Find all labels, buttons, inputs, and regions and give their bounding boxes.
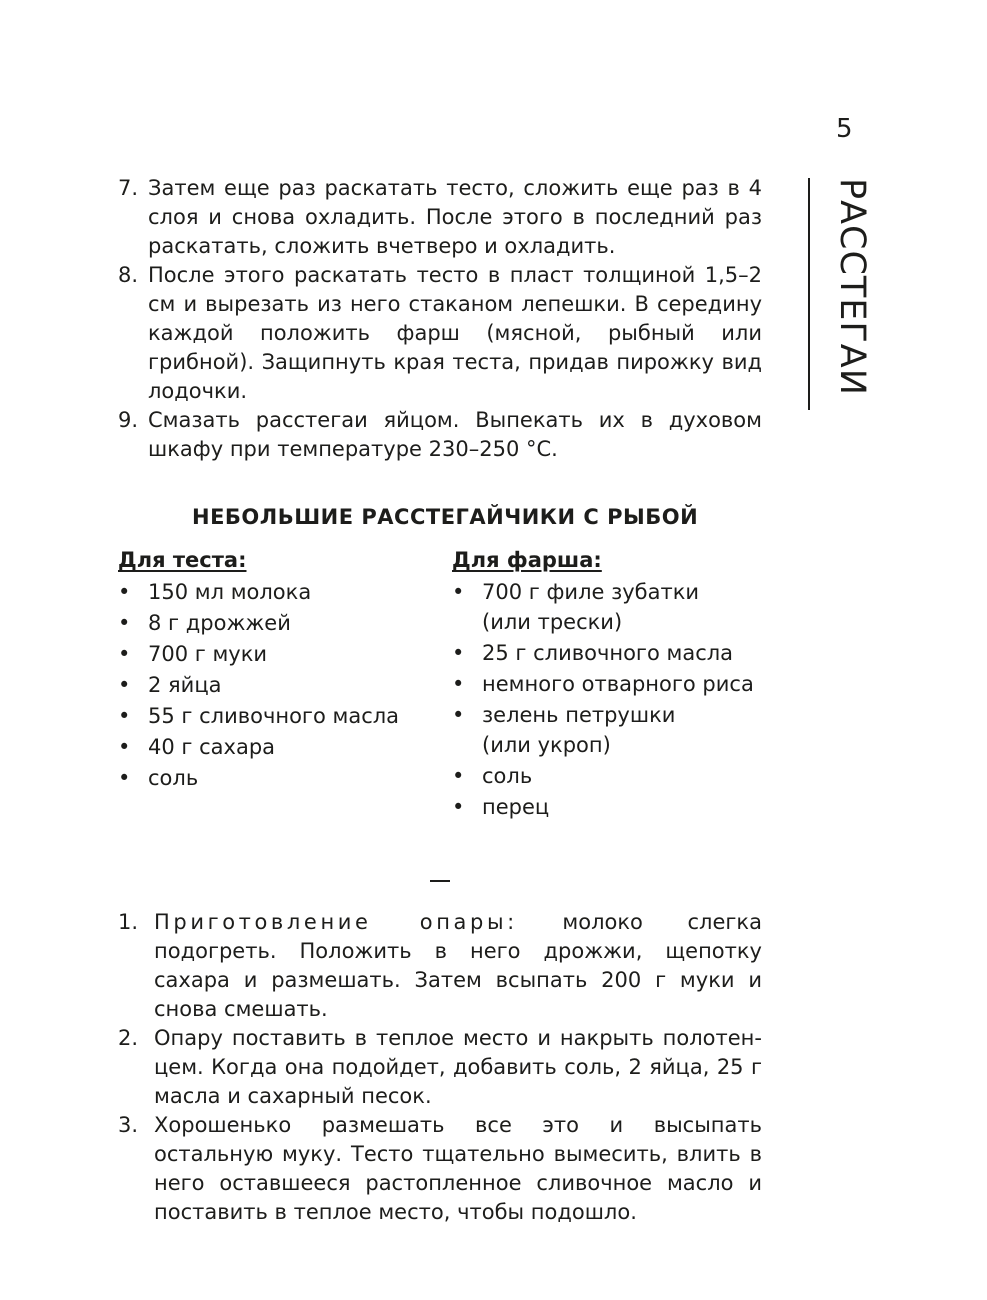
- ingredient-item: [452, 792, 762, 822]
- filling-ingredients: [452, 546, 762, 823]
- dough-list: [118, 577, 452, 793]
- ingredient-text: 700 г филе зубатки (или трески): [482, 580, 700, 634]
- ingredient-text: 55 г сливочного масла: [148, 704, 400, 728]
- ingredient-text: 40 г сахара: [148, 735, 276, 759]
- bullet-icon: •: [118, 735, 131, 759]
- recipe-title: НЕБОЛЬШИЕ РАССТЕГАЙЧИКИ С РЫБОЙ: [192, 505, 699, 529]
- step-number: 7.: [118, 176, 139, 200]
- page-content: [118, 174, 762, 1227]
- step-number: 8.: [118, 263, 139, 287]
- dough-heading: Для теста:: [118, 548, 247, 572]
- steps-list: [118, 908, 762, 1227]
- step-item: [118, 261, 762, 406]
- step-lead: Приготовление опары:: [154, 910, 518, 934]
- ingredient-item: [118, 763, 452, 793]
- ingredient-text: перец: [482, 795, 550, 819]
- page-number: 5: [836, 114, 853, 144]
- bullet-icon: •: [452, 641, 465, 665]
- step-number: 9.: [118, 408, 139, 432]
- bullet-icon: •: [118, 611, 131, 635]
- ingredient-text: зелень петрушки (или укроп): [482, 703, 676, 757]
- bullet-icon: •: [452, 795, 465, 819]
- ingredient-item: [118, 701, 452, 731]
- ingredient-text: немного отварного риса: [482, 672, 754, 696]
- ingredient-text: 150 мл молока: [148, 580, 312, 604]
- step-body: молоко слегка подогреть. Положить в него дрожжи, щепотку сахара и размешать. Затем всыпать 200 г муки и снова смешать.: [154, 910, 762, 1021]
- step-text: Смазать расстегаи яйцом. Выпекать их в духовом шкафу при температуре 230–250 °C.: [148, 408, 762, 461]
- ingredients-section: [118, 546, 762, 823]
- section-separator: [430, 880, 450, 882]
- step-item: [118, 406, 762, 464]
- ingredient-text: 8 г дрожжей: [148, 611, 291, 635]
- ingredient-item: [118, 608, 452, 638]
- step-item: [118, 908, 762, 1024]
- step-item: [118, 1111, 762, 1227]
- step-text: Затем еще раз раскатать тесто, сложить еще раз в 4 слоя и снова охладить. После этого в последний раз раскатать, сложить вчетверо и охладить.: [148, 176, 762, 258]
- filling-list: [452, 577, 762, 822]
- step-text: Опару поставить в теплое место и накрыть полотенцем. Когда она подойдет, добавить соль, 2 яйца, 25 г масла и сахарный песок.: [154, 1026, 762, 1108]
- bullet-icon: •: [118, 673, 131, 697]
- chapter-side-title: РАССТЕГАИ: [832, 178, 872, 396]
- ingredient-text: 2 яйца: [148, 673, 222, 697]
- ingredient-text: соль: [148, 766, 199, 790]
- steps-list-continued: [118, 174, 762, 464]
- ingredient-item: [452, 700, 762, 760]
- step-item: [118, 1024, 762, 1111]
- bullet-icon: •: [452, 672, 465, 696]
- filling-heading: Для фарша:: [452, 548, 602, 572]
- step-number: 1.: [118, 910, 139, 934]
- ingredient-item: [452, 669, 762, 699]
- ingredient-text: соль: [482, 764, 533, 788]
- ingredient-item: [452, 577, 762, 637]
- ingredient-text: 700 г муки: [148, 642, 268, 666]
- step-number: 3.: [118, 1113, 139, 1137]
- step-number: 2.: [118, 1026, 139, 1050]
- dough-ingredients: [118, 546, 452, 823]
- step-text: [154, 908, 762, 1024]
- step-item: [118, 174, 762, 261]
- ingredient-item: [452, 761, 762, 791]
- ingredient-item: [118, 732, 452, 762]
- ingredient-item: [118, 577, 452, 607]
- bullet-icon: •: [118, 704, 131, 728]
- ingredient-text: 25 г сливочного масла: [482, 641, 734, 665]
- bullet-icon: •: [452, 764, 465, 788]
- step-text: После этого раскатать тесто в пласт толщиной 1,5–2 см и вырезать из него стаканом лепешки. В середину каждой положить фарш (мясной, рыбный или грибной). Защипнуть края теста, придав пирожку вид лодочки.: [148, 263, 762, 403]
- bullet-icon: •: [452, 703, 465, 727]
- ingredient-item: [452, 638, 762, 668]
- step-text: Хорошенько размешать все это и высыпать остальную муку. Тесто тщательно вымесить, влить в него оставшееся растопленное сливочное масло и поставить в теплое место, чтобы подошло.: [154, 1113, 762, 1224]
- bullet-icon: •: [118, 766, 131, 790]
- ingredient-item: [118, 639, 452, 669]
- chapter-divider-line: [808, 178, 810, 410]
- bullet-icon: •: [118, 580, 131, 604]
- bullet-icon: •: [452, 580, 465, 604]
- bullet-icon: •: [118, 642, 131, 666]
- ingredient-item: [118, 670, 452, 700]
